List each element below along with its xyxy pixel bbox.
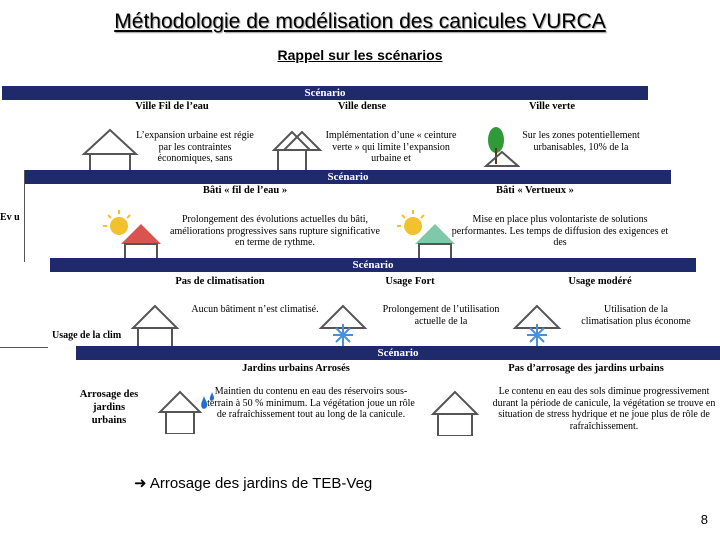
scenario-bar: Scénario bbox=[25, 170, 671, 184]
head-ville-dense: Ville dense bbox=[337, 101, 387, 112]
house-icon bbox=[430, 388, 480, 436]
page-number: 8 bbox=[700, 512, 708, 527]
head-bati-vertueux: Bâti « Vertueux » bbox=[496, 185, 574, 196]
house-icon bbox=[130, 302, 180, 350]
divider-line bbox=[0, 347, 48, 348]
head-ville-fil: Ville Fil de l’eau bbox=[135, 101, 209, 112]
scenario-bar: Scénario bbox=[76, 346, 720, 360]
tree-house-icon bbox=[480, 124, 520, 176]
text-pas-arrosage: Le contenu en eau des sols diminue progressivement durant la période de canicule, la végétation se trouve en situation de stress hydrique et ne joue plus de rôle de rafraîchissement. bbox=[492, 386, 716, 432]
head-usage-modere: Usage modéré bbox=[568, 276, 632, 287]
scenario-panel-city bbox=[2, 86, 648, 176]
left-label-ev: Ev u bbox=[0, 212, 20, 223]
scenario-bar: Scénario bbox=[2, 86, 648, 100]
scenario-panel-building bbox=[24, 170, 671, 262]
snowflake-house-icon bbox=[512, 302, 562, 350]
left-label-usage: Usage de la clim bbox=[52, 330, 122, 341]
text-pas-clim: Aucun bâtiment n’est climatisé. bbox=[191, 304, 319, 315]
head-jardins-arroses: Jardins urbains Arrosés bbox=[242, 363, 350, 374]
text-usage-fort: Prolongement de l’utilisation actuelle de la bbox=[382, 304, 500, 327]
slide-subtitle: Rappel sur les scénarios bbox=[277, 47, 443, 63]
head-pas-arrosage: Pas d’arrosage des jardins urbains bbox=[508, 363, 664, 374]
slide-title: Méthodologie de modélisation des canicules VURCA bbox=[114, 10, 606, 33]
snowflake-house-icon bbox=[318, 302, 368, 350]
head-pas-clim: Pas de climatisation bbox=[175, 276, 265, 287]
text-ville-fil: L’expansion urbaine est régie par les contraintes économiques, sans bbox=[136, 130, 254, 164]
scenario-bar: Scénario bbox=[50, 258, 696, 272]
sun-house-green-icon bbox=[395, 208, 459, 262]
text-ville-dense: Implémentation d’une « ceinture verte » qui limite l’expansion urbaine et bbox=[325, 130, 457, 164]
text-bati-fil: Prolongement des évolutions actuelles du bâti, améliorations progressives sans rupture significative en terme de rythme. bbox=[170, 214, 380, 248]
sun-house-icon bbox=[101, 208, 165, 262]
text-bati-vertueux: Mise en place plus volontariste de solutions performantes. Les temps de diffusion des exigences et des bbox=[451, 214, 669, 248]
head-usage-fort: Usage Fort bbox=[385, 276, 435, 287]
left-label-arrosage: Arrosage des jardins urbains bbox=[79, 389, 139, 426]
footer-note-text: Arrosage des jardins de TEB-Veg bbox=[149, 475, 373, 492]
text-ville-verte: Sur les zones potentiellement urbanisables, 10% de la bbox=[522, 130, 640, 153]
scenario-panel-clim bbox=[50, 258, 696, 352]
text-usage-modere: Utilisation de la climatisation plus économe bbox=[581, 304, 691, 327]
arrow-right-icon: ➜ bbox=[134, 475, 147, 492]
text-jardins-arroses: Maintien du contenu en eau des réservoirs sous-terrain à 50 % minimum. La végétation joue un rôle de rafraîchissement tout au long de la canicule. bbox=[207, 386, 415, 420]
footer-note bbox=[134, 474, 372, 492]
scenario-panel-garden bbox=[76, 346, 720, 458]
head-bati-fil: Bâti « fil de l’eau » bbox=[202, 185, 288, 196]
head-ville-verte: Ville verte bbox=[529, 101, 575, 112]
